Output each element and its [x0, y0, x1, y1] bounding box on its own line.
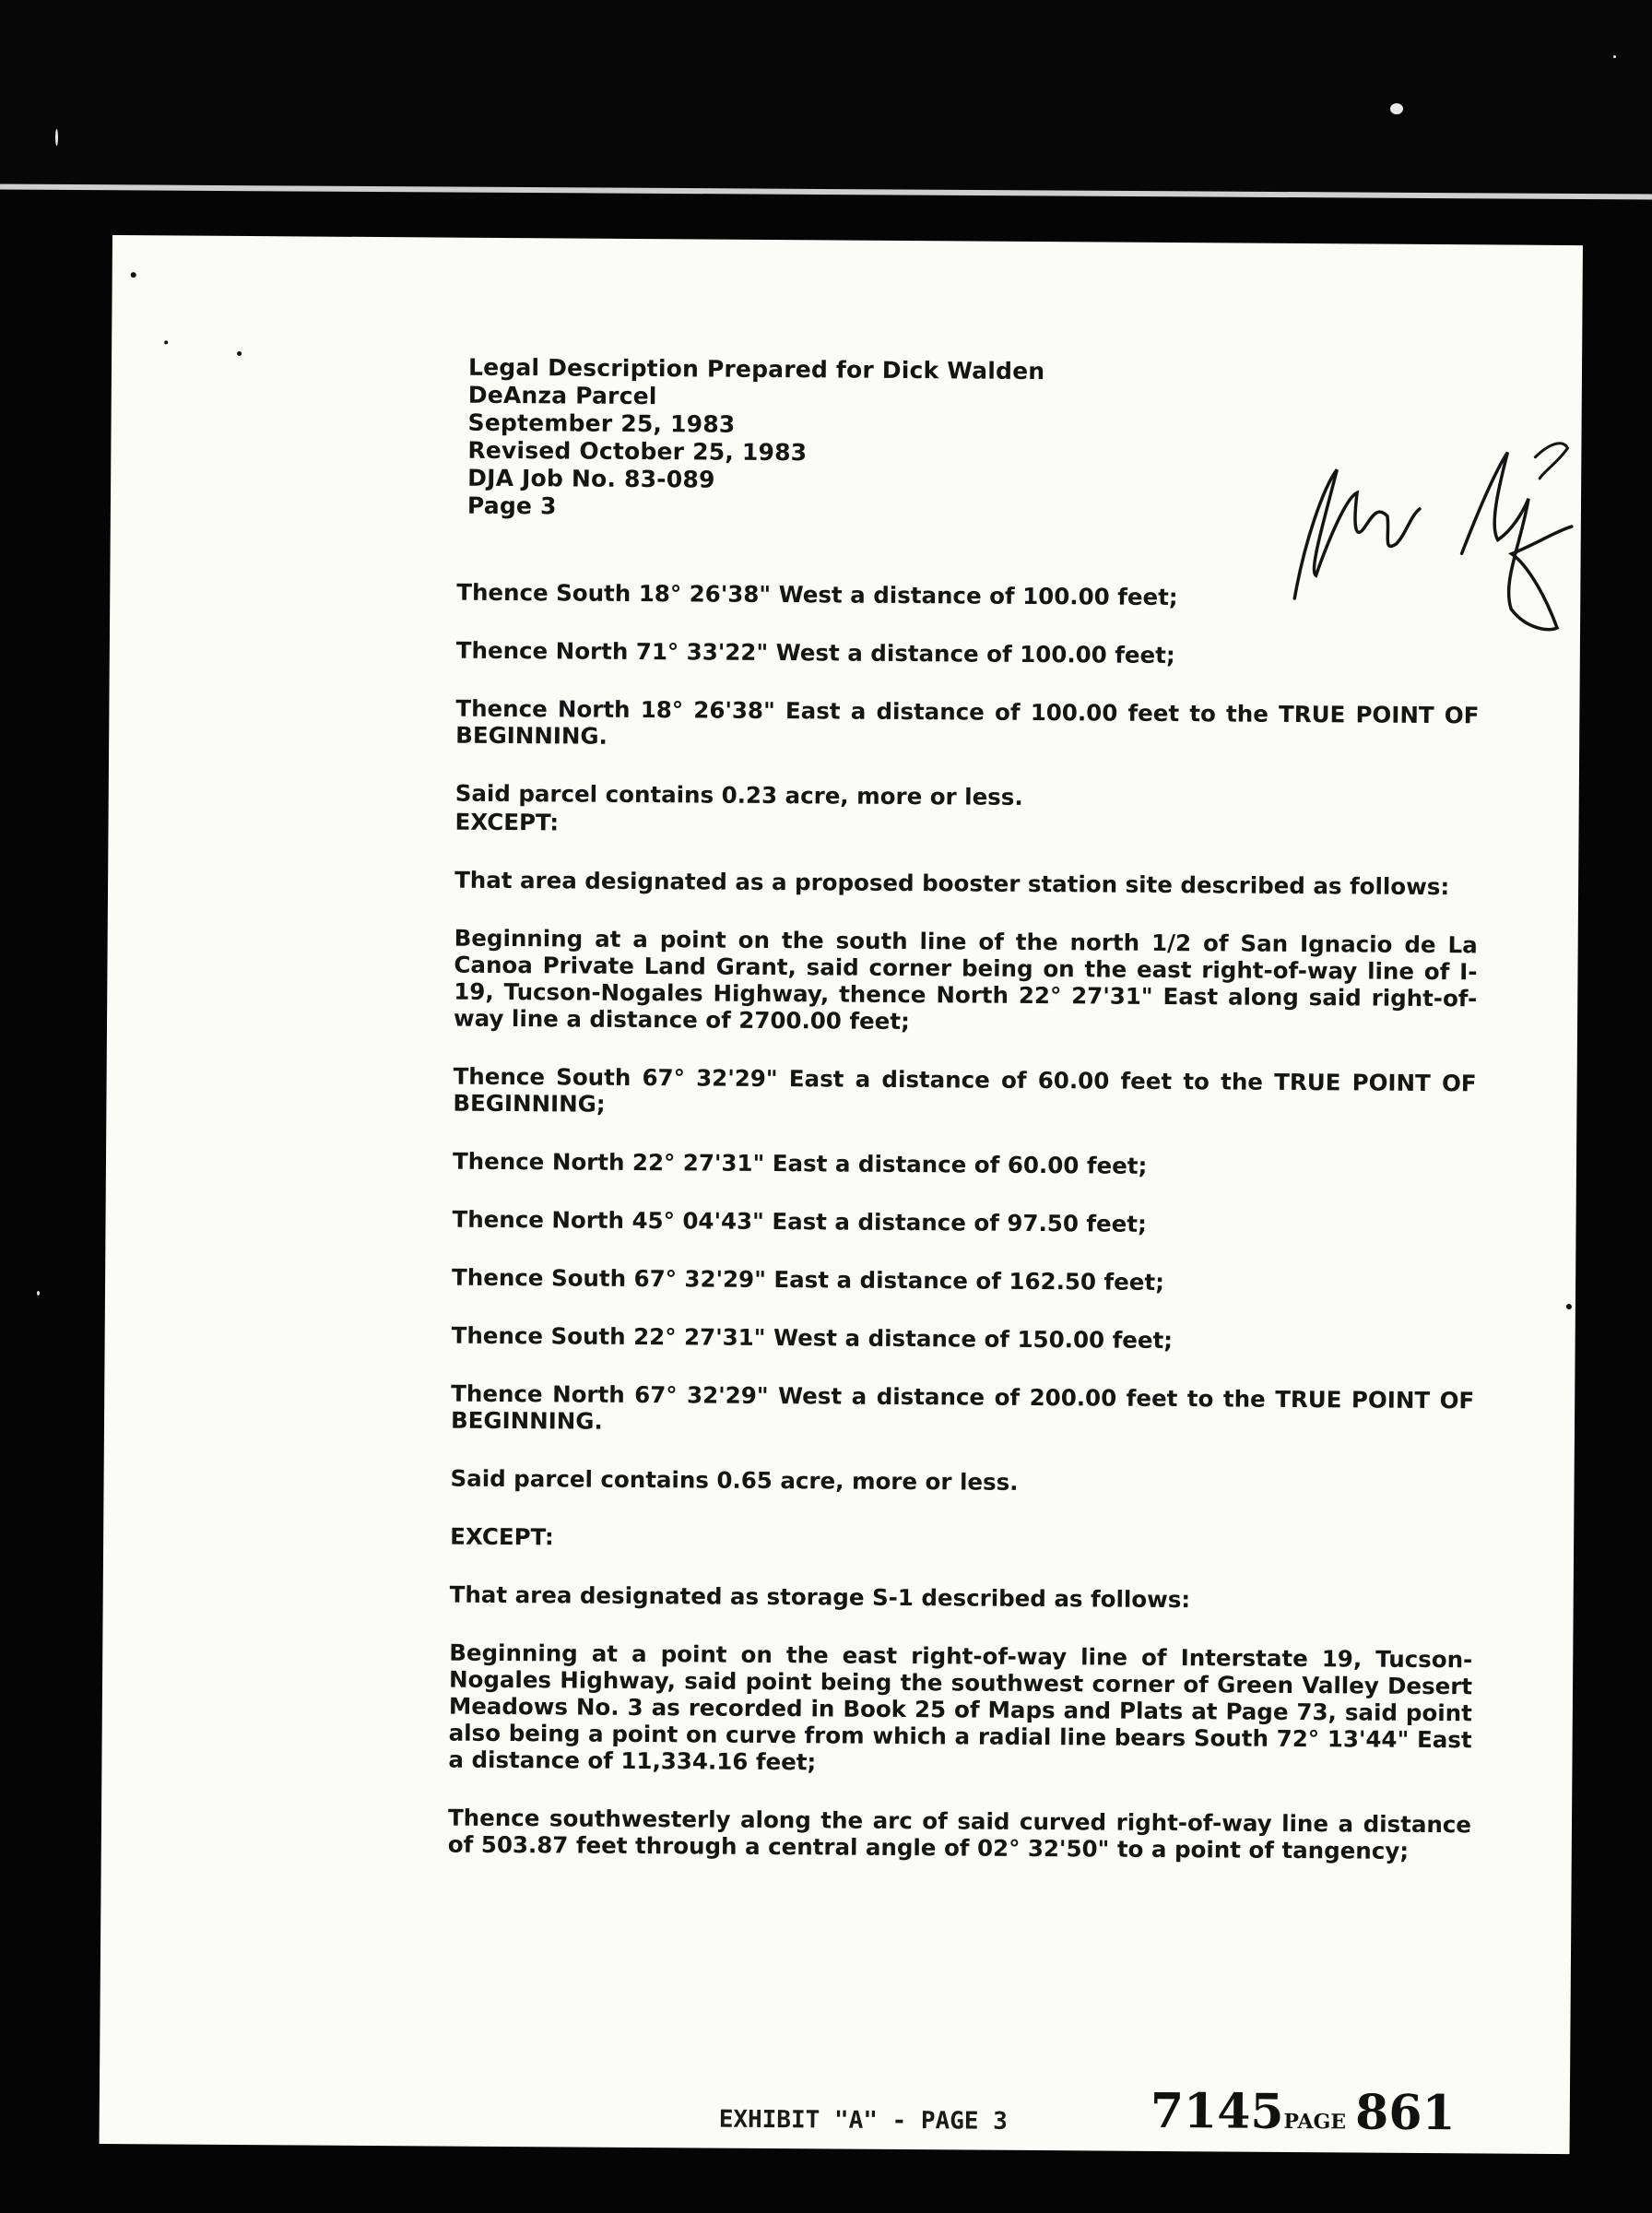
parcel-area: Said parcel contains 0.65 acre, more or less. — [450, 1464, 1019, 1496]
scan-speck — [37, 1291, 40, 1296]
except-heading: EXCEPT: — [450, 1522, 554, 1551]
header-date: September 25, 1983 — [467, 408, 736, 438]
document-page — [100, 235, 1583, 2154]
page-label: PAGE — [1283, 2109, 1347, 2135]
course-paragraph: Thence southwesterly along the arc of said curved right-of-way line a distance of 503.87 feet through a central angle of 02° 32'50" to a point of tangency; — [447, 1804, 1472, 1864]
book-page-stamp — [1150, 2083, 1456, 2141]
document-header — [467, 354, 1114, 525]
course-paragraph: Thence North 71° 33'22" West a distance of 100.00 feet; — [455, 636, 1175, 669]
scan-speck — [55, 129, 58, 146]
header-revised: Revised October 25, 1983 — [467, 436, 808, 467]
beginning-paragraph: Beginning at a point on the east right-of-way line of Interstate 19, Tucson-Nogales Highway, said point being the southwest corner of Green Valley Desert Meadows No. 3 as recorded in Book 25 of Maps and Plats at Page 73, said point also being a point on curve from which a radial line bears South 72° 13'44" East a distance of 11,334.16 feet; — [448, 1639, 1473, 1776]
header-title: Legal Description Prepared for Dick Walden — [467, 353, 1045, 385]
scan-dot — [164, 340, 168, 344]
course-paragraph: Thence North 67° 32'29" West a distance of 200.00 feet to the TRUE POINT OF BEGINNING. — [450, 1379, 1475, 1435]
except-heading: EXCEPT: — [454, 808, 560, 836]
scan-speck — [1390, 103, 1403, 114]
legal-description-body — [447, 579, 1480, 1897]
course-paragraph: Thence South 22° 27'31" West a distance of 150.00 feet; — [451, 1321, 1174, 1355]
header-page: Page 3 — [466, 491, 557, 520]
parcel-area: Said parcel contains 0.23 acre, more or less. — [454, 779, 1023, 811]
course-paragraph: Thence North 45° 04'43" East a distance of 97.50 feet; — [452, 1205, 1147, 1237]
header-parcel: DeAnza Parcel — [467, 381, 657, 410]
course-paragraph: Thence North 18° 26'38" East a distance of 100.00 feet to the TRUE POINT OF BEGINNING. — [455, 694, 1480, 750]
page-number: 861 — [1354, 2084, 1456, 2142]
course-paragraph: Thence South 67° 32'29" East a distance of 162.50 feet; — [452, 1263, 1165, 1296]
scan-dot — [1566, 1304, 1572, 1309]
course-paragraph: Thence South 18° 26'38" West a distance of 100.00 feet; — [456, 578, 1178, 611]
book-number: 7145 — [1150, 2082, 1284, 2140]
scan-speck — [1613, 55, 1616, 58]
exhibit-label: EXHIBIT "A" - PAGE 3 — [718, 2105, 1008, 2136]
header-job-number: DJA Job No. 83-089 — [467, 464, 715, 493]
scan-top-border — [0, 0, 1652, 192]
scan-dot — [237, 351, 242, 356]
exception-intro: That area designated as a proposed booster station site described as follows: — [454, 866, 1450, 901]
exception-intro: That area designated as storage S-1 described as follows: — [449, 1580, 1191, 1614]
scan-dot — [131, 272, 136, 278]
course-paragraph: Thence North 22° 27'31" East a distance of 60.00 feet; — [452, 1147, 1148, 1179]
beginning-paragraph: Beginning at a point on the south line of the north 1/2 of San Ignacio de La Canoa Private Land Grant, said corner being on the east right-of-way line of I-19, Tucson-Nogales Highway, thence North 22° 27'31" East along said right-of-way line a distance of 2700.00 feet; — [453, 924, 1478, 1035]
course-paragraph: Thence South 67° 32'29" East a distance of 60.00 feet to the TRUE POINT OF BEGINNING; — [453, 1062, 1477, 1118]
